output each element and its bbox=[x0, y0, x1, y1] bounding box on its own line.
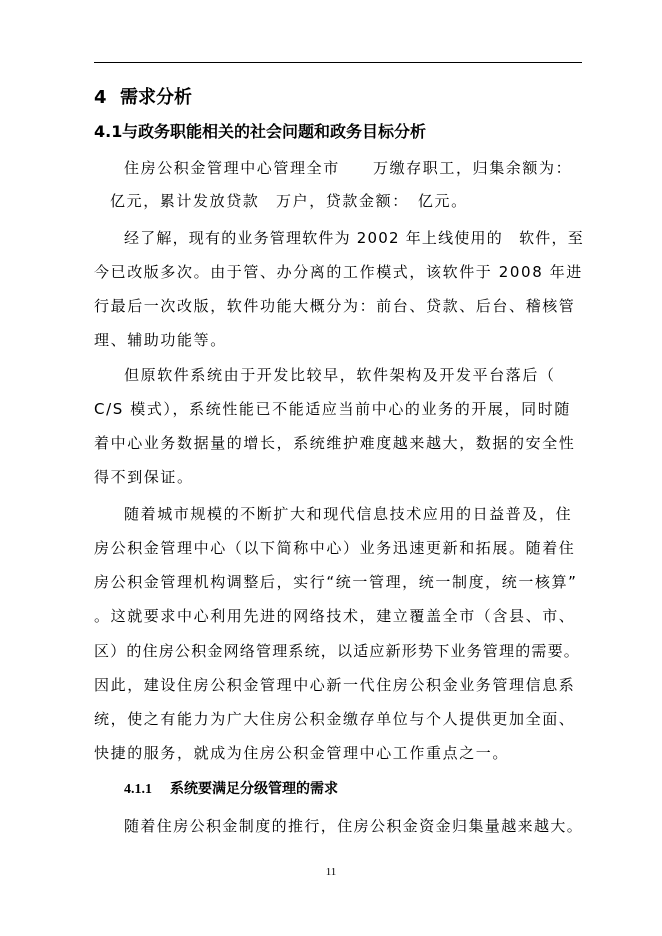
paragraph-4-line-5: 区）的住房公积金网络管理系统，以适应新形势下业务管理的需要。 bbox=[94, 642, 581, 660]
heading-1-number: 4 bbox=[94, 87, 107, 108]
paragraph-4-line-2: 房公积金管理中心（以下简称中心）业务迅速更新和拓展。随着住 bbox=[94, 539, 576, 557]
heading-1 bbox=[94, 86, 192, 110]
paragraph-4-line-7: 统，使之有能力为广大住房公积金缴存单位与个人提供更加全面、 bbox=[94, 710, 576, 728]
paragraph-2-line-3: 行最后一次改版，软件功能大概分为：前台、贷款、后台、稽核管 bbox=[94, 297, 576, 315]
paragraph-2-line-1: 经了解，现有的业务管理软件为 2002 年上线使用的 软件，至 bbox=[124, 229, 584, 247]
paragraph-3-line-4: 得不到保证。 bbox=[94, 468, 194, 486]
paragraph-1-line-2: 亿元，累计发放贷款 万户，贷款金额： 亿元。 bbox=[110, 192, 468, 210]
paragraph-2-line-2: 今已改版多次。由于管、办分离的工作模式，该软件于 2008 年进 bbox=[94, 263, 583, 281]
heading-1-title: 需求分析 bbox=[120, 87, 192, 108]
paragraph-3-line-3: 着中心业务数据量的增长，系统维护难度越来越大，数据的安全性 bbox=[94, 434, 576, 452]
heading-2 bbox=[94, 121, 426, 143]
paragraph-3-line-1: 但原软件系统由于开发比较早，软件架构及开发平台落后（ bbox=[124, 366, 556, 384]
paragraph-4-line-6: 因此，建设住房公积金管理中心新一代住房公积金业务管理信息系 bbox=[94, 676, 576, 694]
page-number: 11 bbox=[325, 866, 337, 878]
heading-3-title: 系统要满足分级管理的需求 bbox=[170, 781, 338, 797]
header-rule bbox=[94, 62, 582, 63]
heading-2-title: 与政务职能相关的社会问题和政务目标分析 bbox=[122, 122, 427, 141]
paragraph-4-line-8: 快捷的服务，就成为住房公积金管理中心工作重点之一。 bbox=[94, 744, 510, 762]
paragraph-1-line-1: 住房公积金管理中心管理全市 万缴存职工，归集余额为： bbox=[124, 159, 573, 177]
paragraph-3-line-2: C/S 模式），系统性能已不能适应当前中心的业务的开展，同时随 bbox=[94, 400, 571, 418]
paragraph-4-line-4: 。这就要求中心利用先进的网络技术，建立覆盖全市（含县、市、 bbox=[94, 607, 576, 625]
paragraph-2-line-4: 理、辅助功能等。 bbox=[94, 331, 227, 349]
paragraph-5-line-1: 随着住房公积金制度的推行，住房公积金资金归集量越来越大。 bbox=[124, 817, 584, 835]
heading-3 bbox=[124, 779, 338, 800]
heading-3-number: 4.1.1 bbox=[124, 782, 152, 797]
heading-2-number: 4.1 bbox=[94, 122, 123, 141]
paragraph-4-line-1: 随着城市规模的不断扩大和现代信息技术应用的日益普及，住 bbox=[124, 505, 573, 523]
paragraph-4-line-3: 房公积金管理机构调整后，实行“统一管理，统一制度，统一核算” bbox=[94, 573, 578, 591]
